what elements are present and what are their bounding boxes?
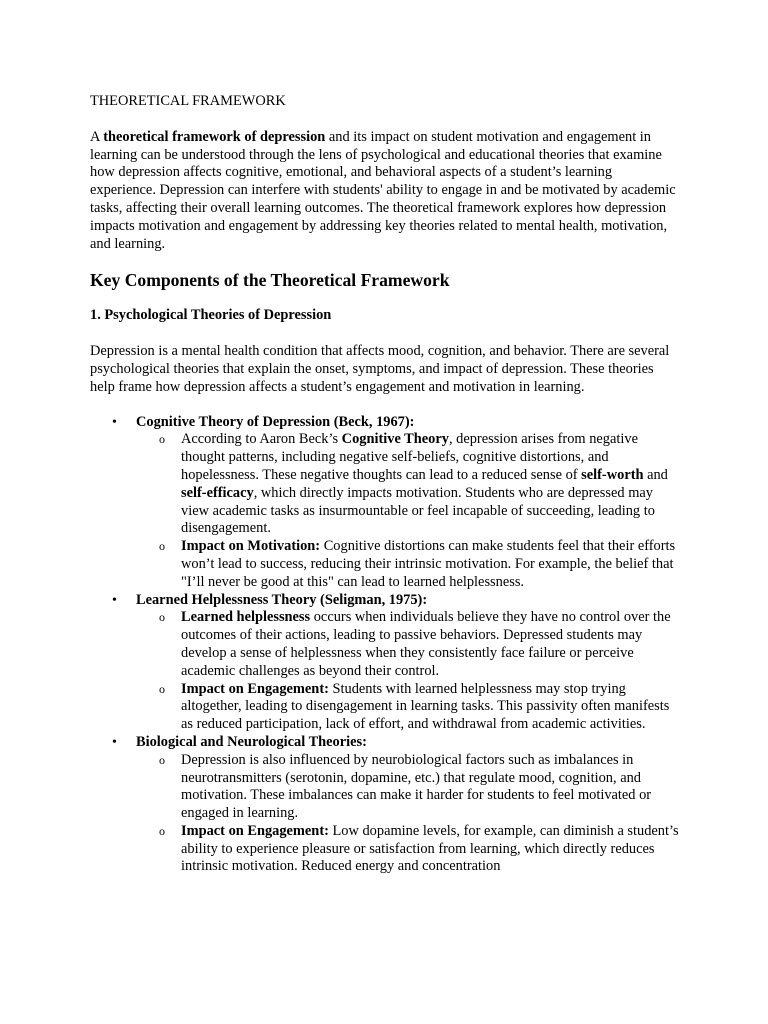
circle-bullet-icon: o (159, 539, 165, 554)
document-title: THEORETICAL FRAMEWORK (90, 93, 286, 109)
sub-list-item (136, 538, 680, 591)
list-item (90, 734, 680, 876)
bullet-icon: • (112, 592, 117, 608)
item-text: Cognitive distortions can make students feel that their efforts won’t lead to success, reducing their intrinsic motivation. For example, the belief that "I’ll never be good at this" can lead to learned helplessness. (181, 538, 676, 590)
theory-title: Learned Helplessness Theory (Seligman, 1975): (136, 591, 428, 608)
item-bold: Cognitive Theory (341, 431, 449, 448)
theory-title: Cognitive Theory of Depression (Beck, 1967): (136, 413, 415, 430)
item-bold: Learned helplessness (181, 609, 311, 626)
circle-bullet-icon: o (159, 681, 165, 696)
circle-bullet-icon: o (159, 823, 165, 838)
item-text: occurs when individuals believe they have no control over the outcomes of their actions, leading to passive behaviors. Depressed students may develop a sense of helplessness when they consistently face failure or perceive academic challenges as beyond their control. (181, 609, 671, 679)
sub-list-item (136, 609, 680, 680)
item-bold: Impact on Engagement: (181, 680, 329, 697)
circle-bullet-icon: o (159, 432, 165, 447)
section-heading: Key Components of the Theoretical Framework (90, 270, 450, 291)
sub-list (136, 609, 680, 734)
sub-list (136, 431, 680, 591)
item-text: and (643, 466, 668, 483)
item-text: According to Aaron Beck’s (181, 431, 342, 448)
sub-list-item (136, 823, 680, 876)
subsection-paragraph: Depression is a mental health condition that affects mood, cognition, and behavior. There are several psychological theories that explain the onset, symptoms, and impact of depression. These theories help frame how depression affects a student’s engagement and motivation in learning. (90, 343, 670, 395)
theories-list (90, 414, 680, 877)
bullet-icon: • (112, 734, 117, 750)
circle-bullet-icon: o (159, 610, 165, 625)
item-text: Students with learned helplessness may stop trying altogether, leading to disengagement in learning tasks. This passivity often manifests as reduced participation, lack of effort, and withdrawal from academic activities. (181, 680, 670, 733)
item-bold: self-worth (581, 466, 644, 483)
item-text: Low dopamine levels, for example, can diminish a student’s ability to experience pleasure or satisfaction from learning, which directly reduces intrinsic motivation. Reduced energy and concentration (181, 822, 679, 875)
item-bold: Impact on Engagement: (181, 822, 329, 839)
item-bold: Impact on Motivation: (181, 538, 321, 555)
theory-title: Biological and Neurological Theories: (136, 733, 367, 750)
subsection-heading: 1. Psychological Theories of Depression (90, 307, 332, 324)
item-text: , depression arises from negative thought patterns, including negative self-beliefs, cognitive distortions, and hopelessness. These negative thoughts can lead to a reduced sense of (181, 431, 638, 483)
sub-list-item (136, 752, 680, 823)
bullet-icon: • (112, 414, 117, 430)
sub-list-item (136, 681, 680, 734)
sub-list-item (136, 431, 680, 538)
intro-paragraph (90, 129, 680, 254)
item-text: Depression is also influenced by neurobiological factors such as imbalances in neurotransmitters (serotonin, dopamine, etc.) that regulate mood, cognition, and motivation. These imbalances can make it harder for students to feel motivated or engaged in learning. (181, 751, 652, 822)
intro-text: A (90, 128, 104, 145)
intro-bold-term: theoretical framework of depression (103, 128, 326, 145)
document-page (90, 93, 680, 876)
list-item (90, 592, 680, 734)
circle-bullet-icon: o (159, 752, 165, 767)
list-item (90, 414, 680, 592)
sub-list (136, 752, 680, 877)
intro-text-rest: and its impact on student motivation and engagement in learning can be understood through the lens of psychological and educational theories that examine how depression affects cognitive, emotional, and behavioral aspects of a student’s learning experience. Depression can interfere with students' ability to engage in and be motivated by academic tasks, affecting their overall learning outcomes. The theoretical framework explores how depression impacts motivation and engagement by addressing key theories related to mental health, motivation, and learning. (90, 128, 676, 252)
item-bold: self-efficacy (181, 484, 254, 501)
item-text: , which directly impacts motivation. Students who are depressed may view academic tasks as insurmountable or feel incapable of succeeding, leading to disengagement. (181, 484, 655, 537)
